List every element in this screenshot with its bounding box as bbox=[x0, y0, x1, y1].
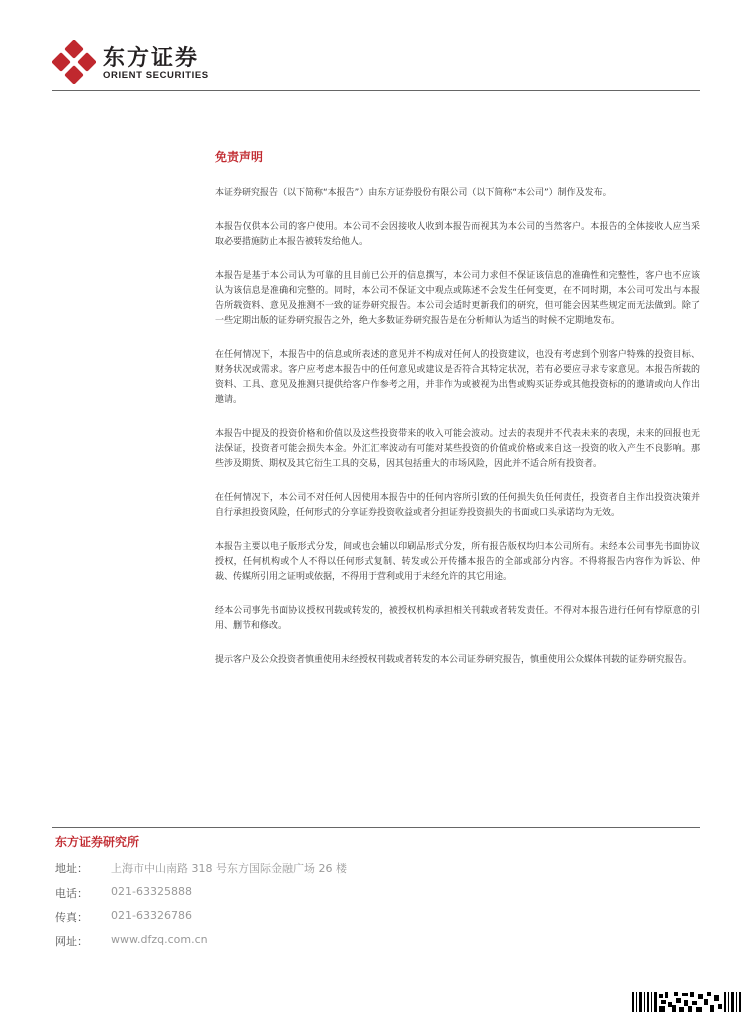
logo-text-cn: 东方证券 bbox=[103, 46, 200, 71]
company-logo bbox=[52, 40, 252, 84]
logo-text-en: ORIENT SECURITIES bbox=[103, 70, 209, 81]
disclaimer-paragraph: 本报告仅供本公司的客户使用。本公司不会因接收人收到本报告而视其为本公司的当然客户。本报告的全体接收人应当采取必要措施防止本报告被转发给他人。 bbox=[215, 222, 700, 247]
web-label: 网址： bbox=[55, 935, 88, 948]
institute-name: 东方证券研究所 bbox=[55, 835, 140, 849]
disclaimer-paragraph: 提示客户及公众投资者慎重使用未经授权刊载或者转发的本公司证券研究报告，慎重使用公众媒体刊载的证券研究报告。 bbox=[215, 655, 693, 665]
disclaimer-body bbox=[215, 186, 700, 687]
address-label: 地址： bbox=[55, 862, 88, 875]
disclaimer-paragraph: 本证券研究报告（以下简称“本报告”）由东方证券股份有限公司（以下简称“本公司”）制作及发布。 bbox=[215, 188, 612, 198]
orient-logo-icon bbox=[52, 40, 96, 84]
disclaimer-paragraph: 本报告中提及的投资价格和价值以及这些投资带来的收入可能会波动。过去的表现并不代表未来的表现，未来的回报也无法保证，投资者可能会损失本金。外汇汇率波动有可能对某些投资的价值或价格或来自这一投资的收入产生不良影响。那些涉及期货、期权及其它衍生工具的交易，因其包括重大的市场风险，因此并不适合所有投资者。 bbox=[215, 429, 700, 469]
fax-value: 021-63326786 bbox=[111, 909, 192, 922]
header-divider bbox=[52, 90, 700, 91]
disclaimer-paragraph: 本报告主要以电子版形式分发，间或也会辅以印刷品形式分发，所有报告版权均归本公司所有。未经本公司事先书面协议授权，任何机构或个人不得以任何形式复制、转发或公开传播本报告的全部或部分内容。不得将报告内容作为诉讼、仲裁、传媒所引用之证明或依据，不得用于营利或用于未经允许的其它用途。 bbox=[215, 542, 700, 582]
fax-label: 传真： bbox=[55, 911, 88, 924]
address-value: 上海市中山南路 318 号东方国际金融广场 26 楼 bbox=[111, 862, 347, 875]
disclaimer-paragraph: 本报告是基于本公司认为可靠的且目前已公开的信息撰写，本公司力求但不保证该信息的准确性和完整性，客户也不应该认为该信息是准确和完整的。同时，本公司不保证文中观点或陈述不会发生任何变更，在不同时期，本公司可发出与本报告所载资料、意见及推测不一致的证券研究报告。本公司会适时更新我们的研究，但可能会因某些规定而无法做到。除了一些定期出版的证券研究报告之外，绝大多数证券研究报告是在分析师认为适当的时候不定期地发布。 bbox=[215, 271, 700, 326]
footer-divider bbox=[52, 827, 700, 828]
disclaimer-paragraph: 在任何情况下，本公司不对任何人因使用本报告中的任何内容所引致的任何损失负任何责任，投资者自主作出投资决策并自行承担投资风险，任何形式的分享证券投资收益或者分担证券投资损失的书面或口头承诺均为无效。 bbox=[215, 493, 700, 518]
disclaimer-paragraph: 在任何情况下，本报告中的信息或所表述的意见并不构成对任何人的投资建议，也没有考虑到个别客户特殊的投资目标、财务状况或需求。客户应考虑本报告中的任何意见或建议是否符合其特定状况，若有必要应寻求专家意见。本报告所载的资料、工具、意见及推测只提供给客户作参考之用，并非作为或被视为出售或购买证券或其他投资标的的邀请或向人作出邀请。 bbox=[215, 350, 700, 405]
disclaimer-title: 免责声明 bbox=[215, 150, 264, 164]
phone-value: 021-63325888 bbox=[111, 885, 192, 898]
phone-label: 电话： bbox=[55, 887, 88, 900]
web-link[interactable]: www.dfzq.com.cn bbox=[111, 933, 208, 946]
disclaimer-paragraph: 经本公司事先书面协议授权刊载或转发的，被授权机构承担相关刊载或者转发责任。不得对本报告进行任何有悖原意的引用、删节和修改。 bbox=[215, 606, 700, 631]
barcode-icon bbox=[632, 992, 742, 1012]
